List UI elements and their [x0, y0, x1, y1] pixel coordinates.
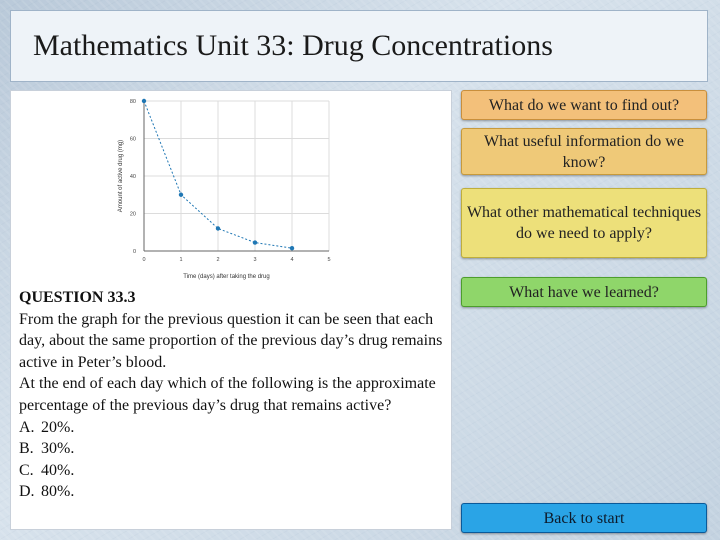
question-body: From the graph for the previous question it can be seen that each day, about the same proportion of the previous day’s drug remains active in Peter’s blood. [19, 310, 443, 371]
slide-title: Mathematics Unit 33: Drug Concentrations [33, 29, 553, 62]
button-label: What do we want to find out? [488, 96, 680, 114]
option-letter: B. [19, 440, 34, 458]
y-tick-label: 80 [129, 99, 136, 105]
x-tick-label: 3 [253, 257, 257, 263]
option-a [19, 417, 449, 439]
y-tick-label: 20 [129, 211, 136, 218]
x-tick-label: 0 [142, 257, 146, 263]
want-to-find-out-button[interactable] [461, 90, 707, 120]
option-c [19, 460, 449, 482]
data-point [253, 240, 257, 244]
x-tick-label: 5 [327, 257, 331, 263]
y-tick-label: 40 [129, 174, 136, 180]
x-axis-label: Time (days) after taking the drug [183, 274, 270, 280]
chart-container [11, 91, 453, 286]
content-panel [10, 90, 452, 530]
option-letter: A. [19, 418, 35, 436]
button-label: What useful information do we know? [484, 132, 684, 171]
y-tick-label: 60 [129, 136, 136, 143]
data-point [179, 193, 183, 197]
question-heading: QUESTION 33.3 [19, 289, 136, 306]
option-text: 80%. [41, 483, 75, 501]
data-point [290, 246, 294, 250]
option-letter: C. [19, 461, 34, 479]
x-tick-label: 4 [290, 257, 294, 263]
option-text: 20%. [41, 418, 75, 436]
y-tick-label: 0 [132, 249, 136, 255]
button-label: Back to start [543, 509, 625, 527]
slide-title-box [10, 10, 708, 82]
button-label: What other mathematical techniques do we need to apply? [466, 204, 702, 242]
question-prompt: At the end of each day which of the following is the approximate percentage of the previous day’s drug that remains active? [19, 375, 436, 414]
math-techniques-button[interactable] [461, 188, 707, 258]
question-block [19, 287, 449, 503]
button-label: What have we learned? [509, 283, 659, 301]
useful-information-button[interactable] [461, 128, 707, 175]
back-to-start-button[interactable] [461, 503, 707, 533]
data-point [142, 99, 146, 103]
drug-concentration-chart [11, 91, 453, 286]
x-tick-label: 1 [179, 257, 183, 263]
data-point [216, 226, 220, 230]
option-letter: D. [19, 483, 35, 501]
option-text: 40%. [41, 461, 75, 479]
x-tick-label: 2 [216, 257, 220, 263]
option-d [19, 481, 449, 503]
option-b [19, 438, 449, 460]
option-text: 30%. [41, 440, 75, 458]
what-learned-button[interactable] [461, 277, 707, 307]
y-axis-label: Amount of active drug (mg) [118, 139, 124, 213]
